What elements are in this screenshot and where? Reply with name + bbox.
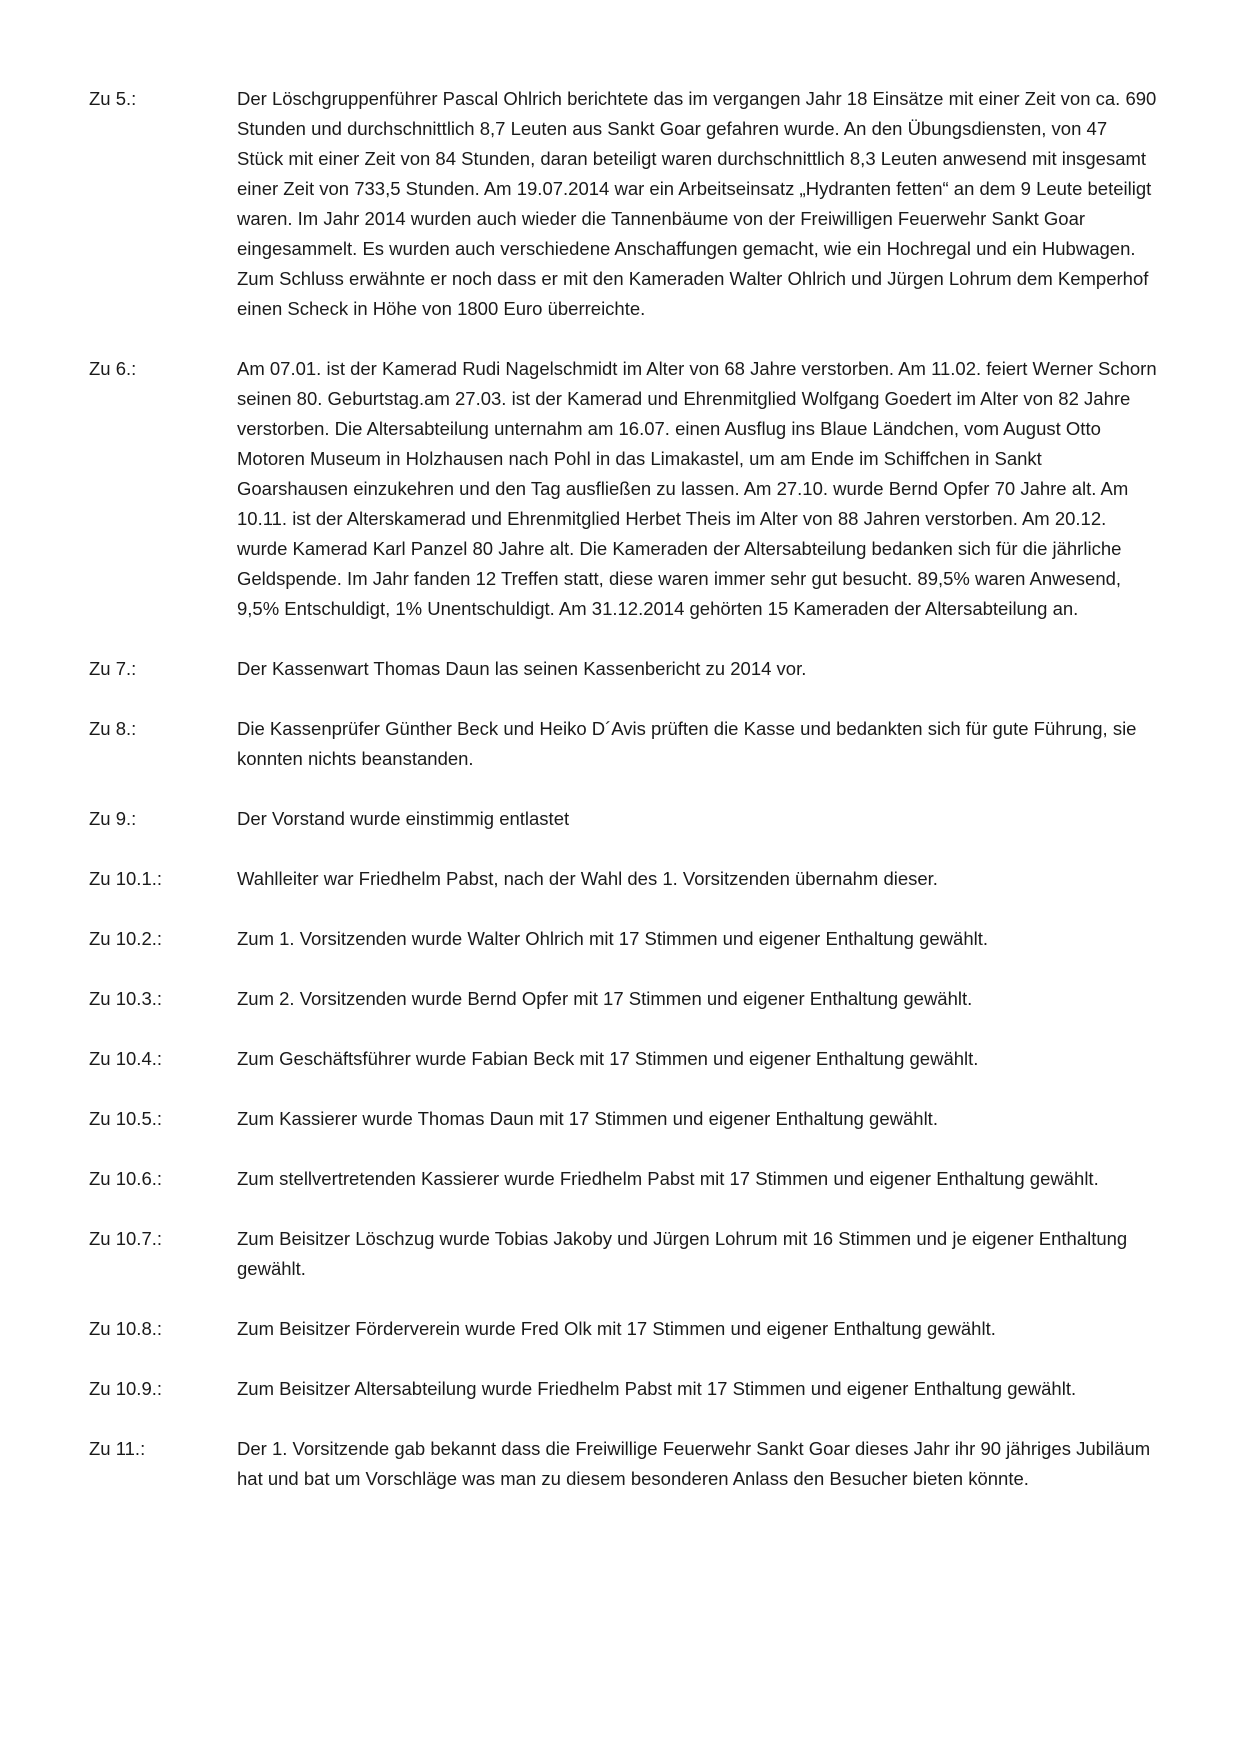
agenda-item-label: Zu 10.6.: [89, 1168, 163, 1189]
agenda-item-text: Zum Beisitzer Altersabteilung wurde Friedhelm Pabst mit 17 Stimmen und eigener Enthaltung gewählt. [237, 1378, 1077, 1399]
agenda-item [0, 924, 1240, 954]
agenda-item [0, 1224, 1240, 1284]
agenda-item-text: Der Löschgruppenführer Pascal Ohlrich berichtete das im vergangen Jahr 18 Einsätze mit einer Zeit von ca. 690 Stunden und durchschnittlich 8,7 Leuten aus Sankt Goar gefahren wurde. An den Übungsdiensten, von 47 Stück mit einer Zeit von 84 Stunden, daran beteiligt waren durchschnittlich 8,3 Leuten anwesend mit insgesamt einer Zeit von 733,5 Stunden. Am 19.07.2014 war ein Arbeitseinsatz „Hydranten fetten“ an dem 9 Leute beteiligt waren. Im Jahr 2014 wurden auch wieder die Tannenbäume von der Freiwilligen Feuerwehr Sankt Goar eingesammelt. Es wurden auch verschiedene Anschaffungen gemacht, wie ein Hochregal und ein Hubwagen. Zum Schluss erwähnte er noch dass er mit den Kameraden Walter Ohlrich und Jürgen Lohrum dem Kemperhof einen Scheck in Höhe von 1800 Euro überreichte. [237, 88, 1157, 319]
agenda-item-label: Zu 10.1.: [89, 868, 163, 889]
agenda-item-text: Wahlleiter war Friedhelm Pabst, nach der Wahl des 1. Vorsitzenden übernahm dieser. [237, 868, 938, 889]
agenda-item [0, 714, 1240, 774]
agenda-item [0, 804, 1240, 834]
agenda-item [0, 654, 1240, 684]
agenda-item [0, 1164, 1240, 1194]
agenda-item-label: Zu 10.3.: [89, 988, 163, 1009]
agenda-item-text: Zum Geschäftsführer wurde Fabian Beck mit 17 Stimmen und eigener Enthaltung gewählt. [237, 1048, 979, 1069]
agenda-item-label: Zu 5.: [89, 88, 137, 109]
agenda-item-label: Zu 7.: [89, 658, 137, 679]
agenda-item-label: Zu 8.: [89, 718, 137, 739]
agenda-item-text: Der 1. Vorsitzende gab bekannt dass die Freiwillige Feuerwehr Sankt Goar dieses Jahr ihr 90 jähriges Jubiläum hat und bat um Vorschläge was man zu diesem besonderen Anlass den Besucher bieten könnte. [237, 1438, 1151, 1489]
agenda-item [0, 1044, 1240, 1074]
agenda-item-label: Zu 10.8.: [89, 1318, 163, 1339]
agenda-item-text: Zum Beisitzer Förderverein wurde Fred Olk mit 17 Stimmen und eigener Enthaltung gewählt. [237, 1318, 996, 1339]
agenda-item [0, 1374, 1240, 1404]
agenda-item-text: Zum Kassierer wurde Thomas Daun mit 17 Stimmen und eigener Enthaltung gewählt. [237, 1108, 938, 1129]
agenda-item [0, 84, 1240, 324]
agenda-item-text: Der Vorstand wurde einstimmig entlastet [237, 808, 570, 829]
agenda-item [0, 354, 1240, 624]
agenda-item-label: Zu 10.7.: [89, 1228, 163, 1249]
agenda-item-text: Am 07.01. ist der Kamerad Rudi Nagelschmidt im Alter von 68 Jahre verstorben. Am 11.02. feiert Werner Schorn seinen 80. Geburtstag.am 27.03. ist der Kamerad und Ehrenmitglied Wolfgang Goedert im Alter von 82 Jahre verstorben. Die Altersabteilung unternahm am 16.07. einen Ausflug ins Blaue Ländchen, vom August Otto Motoren Museum in Holzhausen nach Pohl in das Limakastel, um am Ende im Schiffchen in Sankt Goarshausen einzukehren und den Tag ausfließen zu lassen. Am 27.10. wurde Bernd Opfer 70 Jahre alt. Am 10.11. ist der Alterskamerad und Ehrenmitglied Herbet Theis im Alter von 88 Jahren verstorben. Am 20.12. wurde Kamerad Karl Panzel 80 Jahre alt. Die Kameraden der Altersabteilung bedanken sich für die jährliche Geldspende. Im Jahr fanden 12 Treffen statt, diese waren immer sehr gut besucht. 89,5% waren Anwesend, 9,5% Entschuldigt, 1% Unentschuldigt. Am 31.12.2014 gehörten 15 Kameraden der Altersabteilung an. [237, 358, 1157, 619]
agenda-item-label: Zu 10.5.: [89, 1108, 163, 1129]
agenda-item-text: Zum 1. Vorsitzenden wurde Walter Ohlrich mit 17 Stimmen und eigener Enthaltung gewählt. [237, 928, 988, 949]
agenda-item [0, 1104, 1240, 1134]
agenda-item-text: Zum 2. Vorsitzenden wurde Bernd Opfer mit 17 Stimmen und eigener Enthaltung gewählt. [237, 988, 973, 1009]
agenda-item-text: Die Kassenprüfer Günther Beck und Heiko D´Avis prüften die Kasse und bedankten sich für gute Führung, sie konnten nichts beanstanden. [237, 718, 1137, 769]
agenda-item-label: Zu 9.: [89, 808, 137, 829]
agenda-item-text: Zum stellvertretenden Kassierer wurde Friedhelm Pabst mit 17 Stimmen und eigener Enthaltung gewählt. [237, 1168, 1099, 1189]
agenda-item-label: Zu 10.9.: [89, 1378, 163, 1399]
agenda-item [0, 1314, 1240, 1344]
agenda-item [0, 1434, 1240, 1494]
agenda-item-label: Zu 10.2.: [89, 928, 163, 949]
agenda-item [0, 864, 1240, 894]
agenda-item [0, 984, 1240, 1014]
agenda-item-label: Zu 10.4.: [89, 1048, 163, 1069]
agenda-item-text: Der Kassenwart Thomas Daun las seinen Kassenbericht zu 2014 vor. [237, 658, 807, 679]
agenda-item-label: Zu 11.: [89, 1438, 146, 1459]
agenda-item-text: Zum Beisitzer Löschzug wurde Tobias Jakoby und Jürgen Lohrum mit 16 Stimmen und je eigener Enthaltung gewählt. [237, 1228, 1128, 1279]
agenda-item-label: Zu 6.: [89, 358, 137, 379]
